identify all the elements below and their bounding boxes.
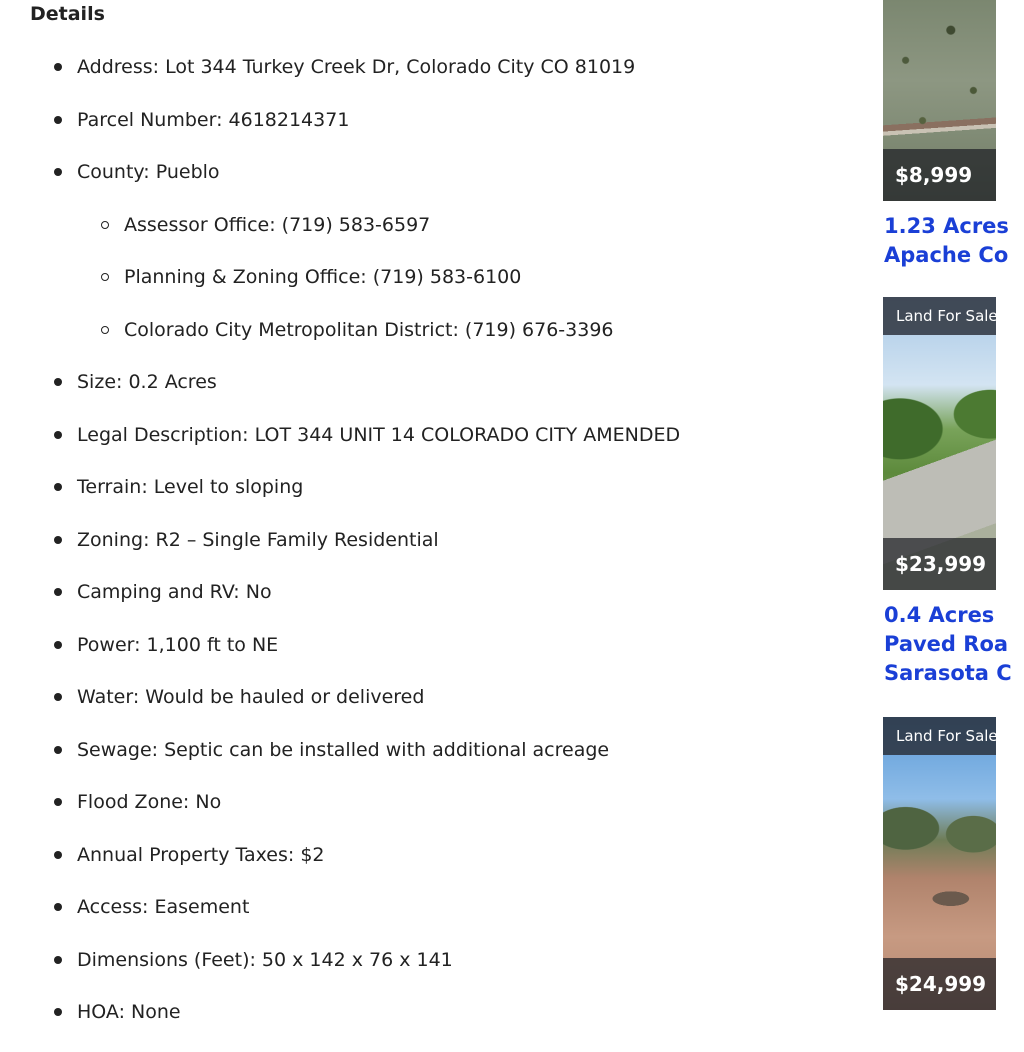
- sidebar-listings: [883, 0, 1012, 1024]
- details-item-text: Flood Zone: No: [77, 791, 222, 813]
- listing-card-3[interactable]: [883, 717, 996, 1010]
- details-item-text: Colorado City Metropolitan District: (719) 676-3396: [124, 318, 614, 341]
- details-item-text: Sewage: Septic can be installed with additional acreage: [77, 738, 610, 761]
- details-item: [0, 159, 820, 212]
- details-subitem: [0, 212, 820, 265]
- details-item-text: Assessor Office: (719) 583-6597: [124, 213, 431, 236]
- details-item: [0, 54, 820, 107]
- bullet-icon: [54, 483, 62, 491]
- details-item-text: HOA: None: [77, 1001, 181, 1023]
- details-item-text: Parcel Number: 4618214371: [77, 108, 350, 131]
- details-subitem: [0, 317, 820, 370]
- listing-price: $8,999: [883, 149, 996, 201]
- bullet-icon: [54, 956, 62, 964]
- listing-photo-road[interactable]: [883, 297, 996, 590]
- details-item-text: Size: 0.2 Acres: [77, 371, 217, 393]
- details-item: [0, 894, 820, 947]
- details-item: [0, 789, 820, 842]
- details-item-text: Zoning: R2 – Single Family Residential: [77, 528, 439, 551]
- details-item: [0, 842, 820, 895]
- listing-title-line: 1.23 Acres: [884, 214, 1009, 238]
- bullet-icon: [54, 693, 62, 701]
- details-item-text: Annual Property Taxes: $2: [77, 843, 325, 866]
- details-item: [0, 579, 820, 632]
- details-item: [0, 947, 820, 1000]
- bullet-icon: [54, 63, 62, 71]
- details-item-text: Dimensions (Feet): 50 x 142 x 76 x 141: [77, 948, 453, 971]
- bullet-icon: [54, 378, 62, 386]
- bullet-icon: [54, 798, 62, 806]
- details-list: [0, 54, 820, 1052]
- details-item-text: Camping and RV: No: [77, 581, 272, 603]
- bullet-icon: [54, 641, 62, 649]
- listing-price: $24,999: [883, 958, 996, 1010]
- details-item-text: Water: Would be hauled or delivered: [77, 686, 425, 708]
- details-item-text: Legal Description: LOT 344 UNIT 14 COLORADO CITY AMENDED: [77, 423, 681, 446]
- listing-title-line: Apache Co: [884, 243, 1009, 267]
- details-item: [0, 527, 820, 580]
- listing-price: $23,999: [883, 538, 996, 590]
- bullet-icon: [54, 116, 62, 124]
- bullet-icon: [54, 851, 62, 859]
- listing-tag: Land For Sale: [883, 717, 996, 755]
- listing-title-line: Paved Roa: [884, 632, 1009, 656]
- details-heading: Details: [30, 3, 105, 25]
- details-item: [0, 999, 820, 1052]
- bullet-icon: [54, 903, 62, 911]
- listing-title-line: Sarasota C: [884, 661, 1012, 685]
- bullet-icon: [54, 168, 62, 176]
- listing-title-link[interactable]: [884, 601, 1024, 688]
- bullet-icon: [54, 588, 62, 596]
- listing-title-link[interactable]: [884, 212, 1024, 270]
- hollow-bullet-icon: [101, 221, 109, 229]
- listing-card-1[interactable]: [883, 0, 1009, 267]
- bullet-icon: [54, 1008, 62, 1016]
- details-item-text: Terrain: Level to sloping: [77, 476, 304, 498]
- listing-tag: Land For Sale: [883, 297, 996, 335]
- bullet-icon: [54, 746, 62, 754]
- details-subitem: [0, 264, 820, 317]
- details-item: [0, 369, 820, 422]
- details-item-text: Address: Lot 344 Turkey Creek Dr, Colorado City CO 81019: [77, 56, 636, 78]
- listing-title-line: 0.4 Acres: [884, 603, 995, 627]
- details-item-text: Planning & Zoning Office: (719) 583-6100: [124, 266, 522, 288]
- details-item-text: Access: Easement: [77, 896, 250, 918]
- details-item: [0, 684, 820, 737]
- bullet-icon: [54, 431, 62, 439]
- details-item: [0, 107, 820, 160]
- listing-card-2[interactable]: [883, 297, 1012, 685]
- details-item: [0, 737, 820, 790]
- details-item: [0, 474, 820, 527]
- hollow-bullet-icon: [101, 273, 109, 281]
- listing-photo-desert[interactable]: [883, 717, 996, 1010]
- hollow-bullet-icon: [101, 326, 109, 334]
- listing-photo-aerial[interactable]: [883, 0, 996, 201]
- bullet-icon: [54, 536, 62, 544]
- details-item-text: County: Pueblo: [77, 161, 220, 183]
- details-item: [0, 422, 820, 475]
- details-item-text: Power: 1,100 ft to NE: [77, 633, 279, 656]
- details-item: [0, 632, 820, 685]
